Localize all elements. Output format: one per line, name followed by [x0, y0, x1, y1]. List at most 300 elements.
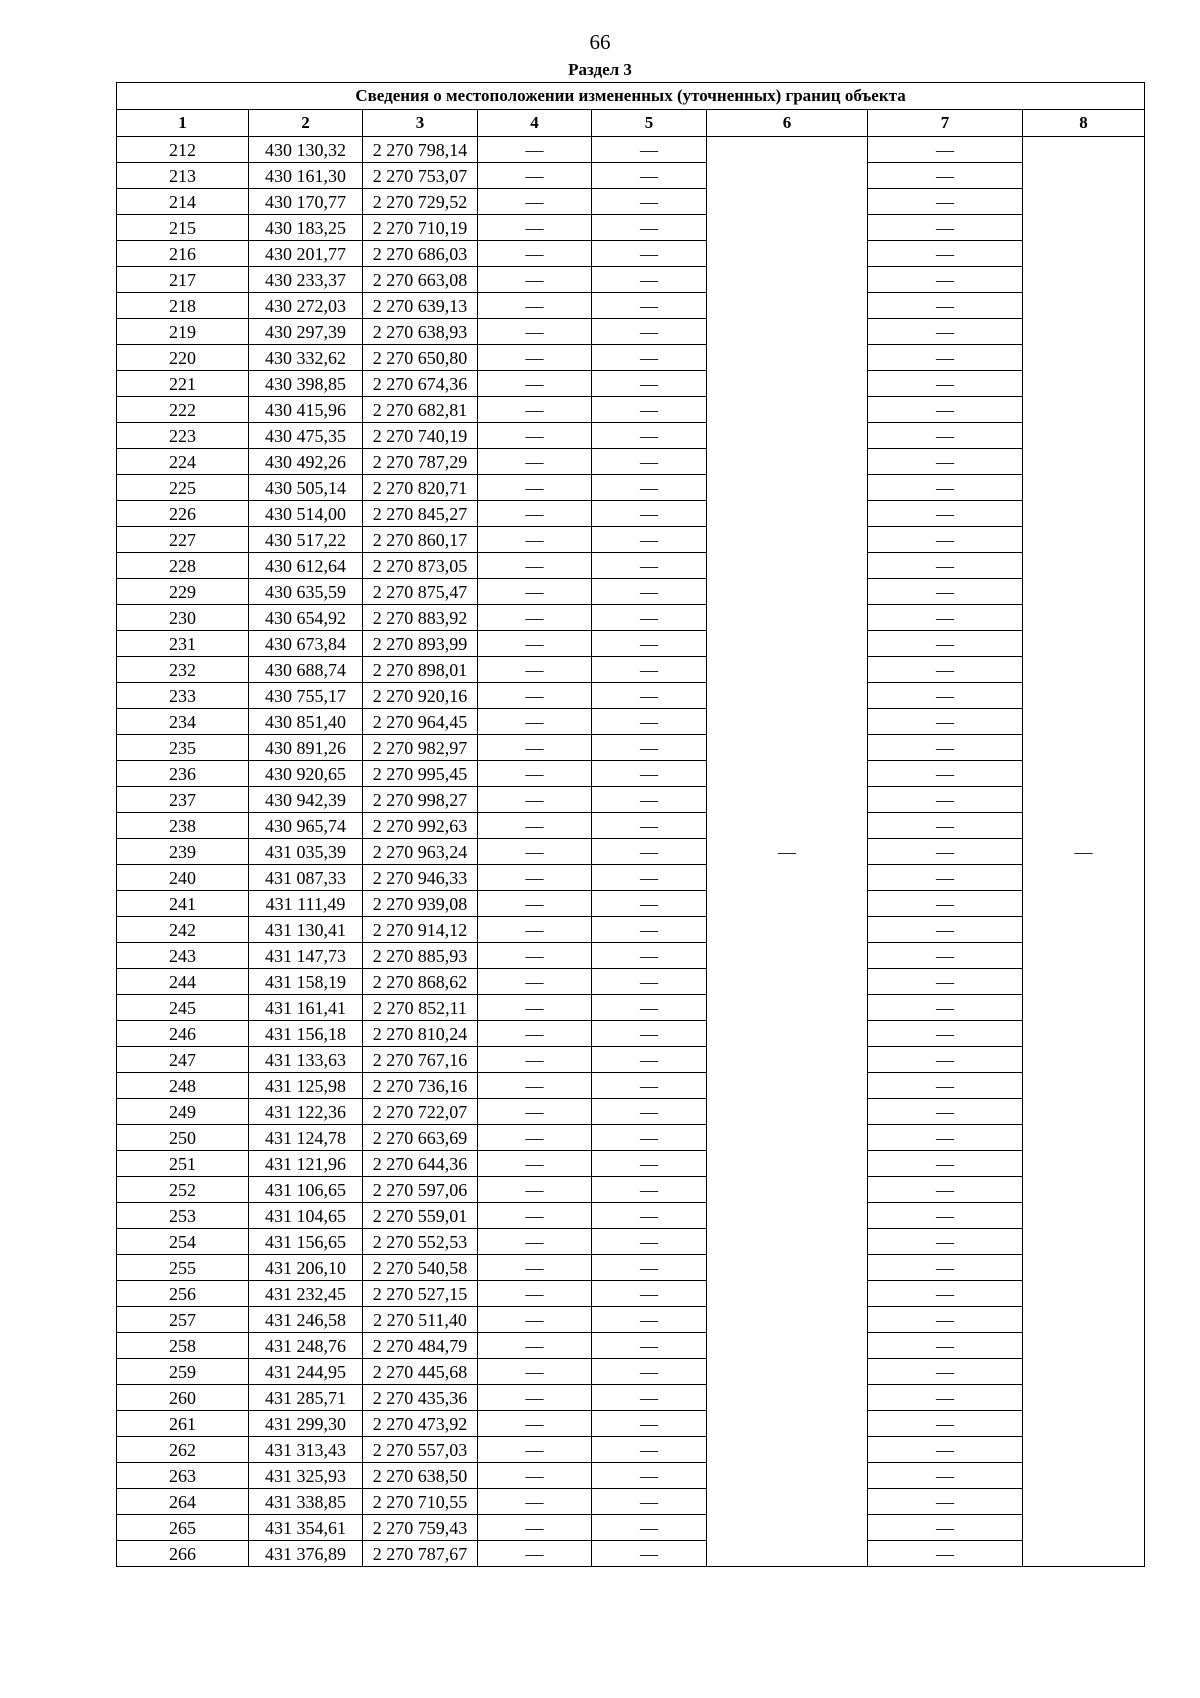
dash-cell: — — [478, 553, 592, 579]
dash-cell: — — [868, 215, 1023, 241]
y-coordinate-cell: 2 270 527,15 — [363, 1281, 478, 1307]
y-coordinate-cell: 2 270 559,01 — [363, 1203, 478, 1229]
dash-cell: — — [592, 1281, 707, 1307]
dash-cell: — — [478, 1411, 592, 1437]
dash-cell: — — [592, 969, 707, 995]
y-coordinate-cell: 2 270 995,45 — [363, 761, 478, 787]
dash-cell: — — [478, 761, 592, 787]
x-coordinate-cell: 430 612,64 — [249, 553, 363, 579]
dash-cell: — — [592, 839, 707, 865]
dash-cell: — — [478, 995, 592, 1021]
point-number-cell: 223 — [117, 423, 249, 449]
x-coordinate-cell: 431 244,95 — [249, 1359, 363, 1385]
table-row — [117, 241, 1145, 267]
x-coordinate-cell: 431 285,71 — [249, 1385, 363, 1411]
table-row — [117, 1073, 1145, 1099]
point-number-cell: 225 — [117, 475, 249, 501]
dash-cell: — — [592, 1125, 707, 1151]
table-row — [117, 891, 1145, 917]
x-coordinate-cell: 430 517,22 — [249, 527, 363, 553]
dash-cell: — — [868, 475, 1023, 501]
dash-cell: — — [868, 1125, 1023, 1151]
x-coordinate-cell: 430 920,65 — [249, 761, 363, 787]
point-number-cell: 226 — [117, 501, 249, 527]
table-row — [117, 1047, 1145, 1073]
dash-cell: — — [592, 943, 707, 969]
y-coordinate-cell: 2 270 852,11 — [363, 995, 478, 1021]
dash-cell: — — [592, 1385, 707, 1411]
dash-cell: — — [478, 839, 592, 865]
dash-cell: — — [592, 1255, 707, 1281]
y-coordinate-cell: 2 270 557,03 — [363, 1437, 478, 1463]
y-coordinate-cell: 2 270 597,06 — [363, 1177, 478, 1203]
table-row — [117, 839, 1145, 865]
table-row — [117, 1463, 1145, 1489]
dash-cell: — — [868, 995, 1023, 1021]
x-coordinate-cell: 430 635,59 — [249, 579, 363, 605]
table-row — [117, 735, 1145, 761]
x-coordinate-cell: 430 272,03 — [249, 293, 363, 319]
dash-cell: — — [478, 1151, 592, 1177]
dash-cell: — — [478, 709, 592, 735]
point-number-cell: 227 — [117, 527, 249, 553]
table-row — [117, 475, 1145, 501]
y-coordinate-cell: 2 270 992,63 — [363, 813, 478, 839]
dash-cell: — — [592, 1203, 707, 1229]
y-coordinate-cell: 2 270 964,45 — [363, 709, 478, 735]
x-coordinate-cell: 431 087,33 — [249, 865, 363, 891]
dash-cell: — — [478, 163, 592, 189]
dash-cell: — — [868, 189, 1023, 215]
point-number-cell: 232 — [117, 657, 249, 683]
x-coordinate-cell: 431 130,41 — [249, 917, 363, 943]
dash-cell: — — [592, 1151, 707, 1177]
table-row — [117, 943, 1145, 969]
point-number-cell: 261 — [117, 1411, 249, 1437]
point-number-cell: 245 — [117, 995, 249, 1021]
dash-cell: — — [868, 267, 1023, 293]
dash-cell: — — [478, 1021, 592, 1047]
table-row — [117, 267, 1145, 293]
point-number-cell: 237 — [117, 787, 249, 813]
dash-cell: — — [592, 501, 707, 527]
y-coordinate-cell: 2 270 540,58 — [363, 1255, 478, 1281]
point-number-cell: 259 — [117, 1359, 249, 1385]
point-number-cell: 257 — [117, 1307, 249, 1333]
dash-cell: — — [478, 397, 592, 423]
table-row — [117, 865, 1145, 891]
dash-cell: — — [868, 527, 1023, 553]
dash-cell: — — [868, 1151, 1023, 1177]
column-header: 2 — [249, 110, 363, 137]
x-coordinate-cell: 431 125,98 — [249, 1073, 363, 1099]
dash-cell: — — [592, 449, 707, 475]
point-number-cell: 215 — [117, 215, 249, 241]
dash-cell: — — [868, 1177, 1023, 1203]
table-row — [117, 397, 1145, 423]
table-row — [117, 1151, 1145, 1177]
table-row — [117, 631, 1145, 657]
table-row — [117, 579, 1145, 605]
point-number-cell: 262 — [117, 1437, 249, 1463]
dash-cell: — — [592, 891, 707, 917]
y-coordinate-cell: 2 270 982,97 — [363, 735, 478, 761]
point-number-cell: 260 — [117, 1385, 249, 1411]
dash-cell: — — [592, 1489, 707, 1515]
x-coordinate-cell: 431 299,30 — [249, 1411, 363, 1437]
table-row — [117, 1411, 1145, 1437]
point-number-cell: 218 — [117, 293, 249, 319]
y-coordinate-cell: 2 270 682,81 — [363, 397, 478, 423]
dash-cell: — — [592, 293, 707, 319]
point-number-cell: 222 — [117, 397, 249, 423]
y-coordinate-cell: 2 270 484,79 — [363, 1333, 478, 1359]
point-number-cell: 230 — [117, 605, 249, 631]
dash-cell: — — [592, 1229, 707, 1255]
merged-dash-cell: — — [1023, 137, 1145, 1567]
point-number-cell: 250 — [117, 1125, 249, 1151]
table-row — [117, 501, 1145, 527]
point-number-cell: 265 — [117, 1515, 249, 1541]
table-row — [117, 1021, 1145, 1047]
y-coordinate-cell: 2 270 639,13 — [363, 293, 478, 319]
dash-cell: — — [592, 475, 707, 501]
column-header: 1 — [117, 110, 249, 137]
column-header: 7 — [868, 110, 1023, 137]
table-row — [117, 1359, 1145, 1385]
dash-cell: — — [478, 1177, 592, 1203]
dash-cell: — — [478, 1281, 592, 1307]
x-coordinate-cell: 430 755,17 — [249, 683, 363, 709]
table-row — [117, 319, 1145, 345]
y-coordinate-cell: 2 270 511,40 — [363, 1307, 478, 1333]
x-coordinate-cell: 430 161,30 — [249, 163, 363, 189]
point-number-cell: 214 — [117, 189, 249, 215]
dash-cell: — — [868, 163, 1023, 189]
dash-cell: — — [592, 137, 707, 163]
dash-cell: — — [592, 813, 707, 839]
point-number-cell: 242 — [117, 917, 249, 943]
dash-cell: — — [478, 371, 592, 397]
dash-cell: — — [868, 1073, 1023, 1099]
x-coordinate-cell: 430 505,14 — [249, 475, 363, 501]
table-row — [117, 1281, 1145, 1307]
dash-cell: — — [592, 163, 707, 189]
dash-cell: — — [592, 865, 707, 891]
dash-cell: — — [592, 345, 707, 371]
point-number-cell: 253 — [117, 1203, 249, 1229]
dash-cell: — — [478, 1515, 592, 1541]
dash-cell: — — [592, 1541, 707, 1567]
point-number-cell: 219 — [117, 319, 249, 345]
point-number-cell: 238 — [117, 813, 249, 839]
dash-cell: — — [868, 1021, 1023, 1047]
x-coordinate-cell: 431 325,93 — [249, 1463, 363, 1489]
dash-cell: — — [868, 345, 1023, 371]
dash-cell: — — [478, 605, 592, 631]
y-coordinate-cell: 2 270 753,07 — [363, 163, 478, 189]
x-coordinate-cell: 431 121,96 — [249, 1151, 363, 1177]
dash-cell: — — [592, 267, 707, 293]
x-coordinate-cell: 431 035,39 — [249, 839, 363, 865]
x-coordinate-cell: 431 232,45 — [249, 1281, 363, 1307]
dash-cell: — — [478, 1125, 592, 1151]
table-row — [117, 995, 1145, 1021]
point-number-cell: 241 — [117, 891, 249, 917]
column-number-row — [117, 110, 1145, 137]
y-coordinate-cell: 2 270 845,27 — [363, 501, 478, 527]
column-header: 6 — [707, 110, 868, 137]
dash-cell: — — [478, 501, 592, 527]
coordinates-table — [116, 82, 1145, 1567]
point-number-cell: 228 — [117, 553, 249, 579]
table-row — [117, 1099, 1145, 1125]
dash-cell: — — [478, 1203, 592, 1229]
dash-cell: — — [478, 787, 592, 813]
dash-cell: — — [592, 579, 707, 605]
dash-cell: — — [478, 1073, 592, 1099]
dash-cell: — — [868, 943, 1023, 969]
x-coordinate-cell: 431 156,65 — [249, 1229, 363, 1255]
table-row — [117, 917, 1145, 943]
y-coordinate-cell: 2 270 946,33 — [363, 865, 478, 891]
dash-cell: — — [478, 1489, 592, 1515]
x-coordinate-cell: 430 475,35 — [249, 423, 363, 449]
dash-cell: — — [868, 865, 1023, 891]
x-coordinate-cell: 431 133,63 — [249, 1047, 363, 1073]
dash-cell: — — [592, 527, 707, 553]
dash-cell: — — [592, 1411, 707, 1437]
point-number-cell: 236 — [117, 761, 249, 787]
dash-cell: — — [868, 1333, 1023, 1359]
table-row — [117, 137, 1145, 163]
table-row — [117, 449, 1145, 475]
y-coordinate-cell: 2 270 787,29 — [363, 449, 478, 475]
dash-cell: — — [592, 1463, 707, 1489]
table-row — [117, 813, 1145, 839]
point-number-cell: 212 — [117, 137, 249, 163]
dash-cell: — — [868, 813, 1023, 839]
y-coordinate-cell: 2 270 893,99 — [363, 631, 478, 657]
dash-cell: — — [592, 1021, 707, 1047]
y-coordinate-cell: 2 270 963,24 — [363, 839, 478, 865]
table-row — [117, 1489, 1145, 1515]
dash-cell: — — [868, 735, 1023, 761]
y-coordinate-cell: 2 270 885,93 — [363, 943, 478, 969]
dash-cell: — — [868, 1463, 1023, 1489]
dash-cell: — — [592, 787, 707, 813]
dash-cell: — — [868, 1307, 1023, 1333]
dash-cell: — — [868, 787, 1023, 813]
x-coordinate-cell: 431 156,18 — [249, 1021, 363, 1047]
dash-cell: — — [868, 1541, 1023, 1567]
dash-cell: — — [868, 1203, 1023, 1229]
x-coordinate-cell: 430 673,84 — [249, 631, 363, 657]
dash-cell: — — [868, 969, 1023, 995]
dash-cell: — — [592, 631, 707, 657]
table-row — [117, 969, 1145, 995]
y-coordinate-cell: 2 270 873,05 — [363, 553, 478, 579]
dash-cell: — — [868, 319, 1023, 345]
point-number-cell: 266 — [117, 1541, 249, 1567]
point-number-cell: 220 — [117, 345, 249, 371]
y-coordinate-cell: 2 270 798,14 — [363, 137, 478, 163]
dash-cell: — — [478, 735, 592, 761]
x-coordinate-cell: 430 492,26 — [249, 449, 363, 475]
point-number-cell: 254 — [117, 1229, 249, 1255]
dash-cell: — — [868, 1411, 1023, 1437]
dash-cell: — — [592, 709, 707, 735]
x-coordinate-cell: 430 654,92 — [249, 605, 363, 631]
dash-cell: — — [868, 1255, 1023, 1281]
dash-cell: — — [868, 1047, 1023, 1073]
dash-cell: — — [868, 1359, 1023, 1385]
x-coordinate-cell: 430 415,96 — [249, 397, 363, 423]
dash-cell: — — [592, 1359, 707, 1385]
dash-cell: — — [868, 423, 1023, 449]
x-coordinate-cell: 430 332,62 — [249, 345, 363, 371]
dash-cell: — — [868, 579, 1023, 605]
x-coordinate-cell: 430 891,26 — [249, 735, 363, 761]
y-coordinate-cell: 2 270 473,92 — [363, 1411, 478, 1437]
y-coordinate-cell: 2 270 435,36 — [363, 1385, 478, 1411]
dash-cell: — — [592, 241, 707, 267]
point-number-cell: 221 — [117, 371, 249, 397]
dash-cell: — — [868, 241, 1023, 267]
x-coordinate-cell: 431 248,76 — [249, 1333, 363, 1359]
dash-cell: — — [592, 995, 707, 1021]
y-coordinate-cell: 2 270 729,52 — [363, 189, 478, 215]
x-coordinate-cell: 430 514,00 — [249, 501, 363, 527]
y-coordinate-cell: 2 270 920,16 — [363, 683, 478, 709]
dash-cell: — — [868, 397, 1023, 423]
x-coordinate-cell: 430 201,77 — [249, 241, 363, 267]
dash-cell: — — [868, 1489, 1023, 1515]
y-coordinate-cell: 2 270 810,24 — [363, 1021, 478, 1047]
table-row — [117, 1541, 1145, 1567]
y-coordinate-cell: 2 270 663,08 — [363, 267, 478, 293]
y-coordinate-cell: 2 270 875,47 — [363, 579, 478, 605]
y-coordinate-cell: 2 270 638,50 — [363, 1463, 478, 1489]
x-coordinate-cell: 431 338,85 — [249, 1489, 363, 1515]
table-row — [117, 371, 1145, 397]
table-row — [117, 1125, 1145, 1151]
y-coordinate-cell: 2 270 767,16 — [363, 1047, 478, 1073]
point-number-cell: 258 — [117, 1333, 249, 1359]
table-row — [117, 1203, 1145, 1229]
dash-cell: — — [478, 189, 592, 215]
x-coordinate-cell: 430 965,74 — [249, 813, 363, 839]
y-coordinate-cell: 2 270 740,19 — [363, 423, 478, 449]
dash-cell: — — [478, 1255, 592, 1281]
y-coordinate-cell: 2 270 674,36 — [363, 371, 478, 397]
dash-cell: — — [478, 891, 592, 917]
column-header: 8 — [1023, 110, 1145, 137]
dash-cell: — — [592, 397, 707, 423]
table-row — [117, 657, 1145, 683]
y-coordinate-cell: 2 270 686,03 — [363, 241, 478, 267]
point-number-cell: 256 — [117, 1281, 249, 1307]
dash-cell: — — [868, 917, 1023, 943]
column-header: 4 — [478, 110, 592, 137]
dash-cell: — — [592, 683, 707, 709]
dash-cell: — — [478, 527, 592, 553]
dash-cell: — — [868, 891, 1023, 917]
dash-cell: — — [592, 917, 707, 943]
y-coordinate-cell: 2 270 787,67 — [363, 1541, 478, 1567]
page-number: 66 — [589, 30, 611, 54]
table-row — [117, 1307, 1145, 1333]
y-coordinate-cell: 2 270 868,62 — [363, 969, 478, 995]
y-coordinate-cell: 2 270 939,08 — [363, 891, 478, 917]
dash-cell: — — [592, 371, 707, 397]
dash-cell: — — [478, 1437, 592, 1463]
x-coordinate-cell: 431 354,61 — [249, 1515, 363, 1541]
x-coordinate-cell: 431 161,41 — [249, 995, 363, 1021]
dash-cell: — — [592, 189, 707, 215]
y-coordinate-cell: 2 270 710,19 — [363, 215, 478, 241]
x-coordinate-cell: 431 104,65 — [249, 1203, 363, 1229]
x-coordinate-cell: 431 376,89 — [249, 1541, 363, 1567]
table-row — [117, 1255, 1145, 1281]
dash-cell: — — [478, 1047, 592, 1073]
dash-cell: — — [478, 1333, 592, 1359]
dash-cell: — — [592, 1437, 707, 1463]
dash-cell: — — [868, 1515, 1023, 1541]
dash-cell: — — [478, 215, 592, 241]
point-number-cell: 231 — [117, 631, 249, 657]
y-coordinate-cell: 2 270 650,80 — [363, 345, 478, 371]
table-row — [117, 189, 1145, 215]
dash-cell: — — [592, 605, 707, 631]
point-number-cell: 251 — [117, 1151, 249, 1177]
table-row — [117, 683, 1145, 709]
point-number-cell: 234 — [117, 709, 249, 735]
dash-cell: — — [478, 137, 592, 163]
x-coordinate-cell: 430 183,25 — [249, 215, 363, 241]
dash-cell: — — [478, 241, 592, 267]
x-coordinate-cell: 431 122,36 — [249, 1099, 363, 1125]
point-number-cell: 239 — [117, 839, 249, 865]
y-coordinate-cell: 2 270 759,43 — [363, 1515, 478, 1541]
merged-dash-cell: — — [707, 137, 868, 1567]
x-coordinate-cell: 430 398,85 — [249, 371, 363, 397]
dash-cell: — — [592, 1307, 707, 1333]
dash-cell: — — [868, 1229, 1023, 1255]
point-number-cell: 240 — [117, 865, 249, 891]
dash-cell: — — [868, 371, 1023, 397]
dash-cell: — — [592, 657, 707, 683]
table-row — [117, 293, 1145, 319]
dash-cell: — — [478, 969, 592, 995]
x-coordinate-cell: 431 246,58 — [249, 1307, 363, 1333]
dash-cell: — — [868, 553, 1023, 579]
dash-cell: — — [478, 657, 592, 683]
table-row — [117, 553, 1145, 579]
dash-cell: — — [592, 1047, 707, 1073]
dash-cell: — — [592, 423, 707, 449]
y-coordinate-cell: 2 270 914,12 — [363, 917, 478, 943]
point-number-cell: 233 — [117, 683, 249, 709]
column-header: 5 — [592, 110, 707, 137]
column-header: 3 — [363, 110, 478, 137]
dash-cell: — — [478, 1463, 592, 1489]
y-coordinate-cell: 2 270 736,16 — [363, 1073, 478, 1099]
point-number-cell: 246 — [117, 1021, 249, 1047]
x-coordinate-cell: 430 942,39 — [249, 787, 363, 813]
x-coordinate-cell: 431 106,65 — [249, 1177, 363, 1203]
dash-cell: — — [478, 1359, 592, 1385]
